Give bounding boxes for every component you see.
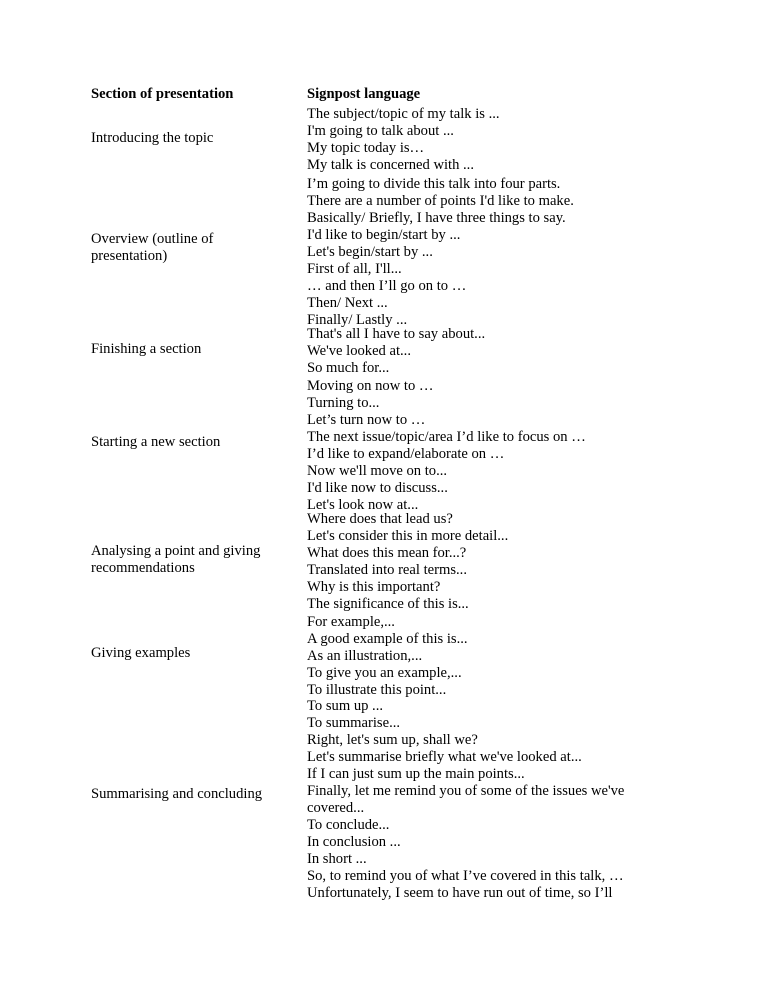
phrase-group-new-section — [307, 378, 747, 514]
phrase-line: As an illustration,... — [307, 648, 423, 664]
phrase-line: To illustrate this point... — [307, 682, 447, 698]
phrase-line: My talk is concerned with ... — [307, 157, 474, 173]
phrase-line: Basically/ Briefly, I have three things to say. — [307, 210, 566, 226]
phrase-group-finishing — [307, 326, 747, 377]
phrase-line: Let's summarise briefly what we've looked at... — [307, 749, 582, 765]
phrase-line: Right, let's sum up, shall we? — [307, 732, 478, 748]
phrase-line: To conclude... — [307, 817, 390, 833]
phrase-line: Unfortunately, I seem to have run out of time, so I’ll — [307, 885, 613, 901]
phrase-line: Moving on now to … — [307, 378, 434, 394]
phrase-line: Let's look now at... — [307, 497, 419, 513]
phrase-line: First of all, I'll... — [307, 261, 402, 277]
phrase-line: The significance of this is... — [307, 596, 469, 612]
phrase-line: … and then I’ll go on to … — [307, 278, 467, 294]
phrase-line: In conclusion ... — [307, 834, 401, 850]
phrase-group-summarising — [307, 698, 747, 902]
section-column-header: Section of presentation — [91, 86, 234, 102]
phrase-line: My topic today is… — [307, 140, 425, 156]
phrase-line: The subject/topic of my talk is ... — [307, 106, 500, 122]
section-label-new-section — [91, 434, 291, 451]
phrase-line: We've looked at... — [307, 343, 411, 359]
section-label-line: Analysing a point and giving — [91, 543, 261, 559]
phrase-line: A good example of this is... — [307, 631, 468, 647]
phrase-line: I'd like to begin/start by ... — [307, 227, 461, 243]
phrase-group-introducing — [307, 106, 747, 174]
phrase-line: I’d like to expand/elaborate on … — [307, 446, 505, 462]
section-label-line: Introducing the topic — [91, 130, 214, 146]
phrase-line: Turning to... — [307, 395, 380, 411]
phrase-group-analysing — [307, 511, 747, 613]
section-label-line: Finishing a section — [91, 341, 202, 357]
phrase-line: Finally/ Lastly ... — [307, 312, 408, 328]
phrase-line: So much for... — [307, 360, 390, 376]
phrase-line: To sum up ... — [307, 698, 384, 714]
phrase-line: Translated into real terms... — [307, 562, 467, 578]
phrase-line: I'm going to talk about ... — [307, 123, 454, 139]
phrase-line: In short ... — [307, 851, 367, 867]
phrase-line: The next issue/topic/area I’d like to focus on … — [307, 429, 586, 445]
phrase-line: Then/ Next ... — [307, 295, 388, 311]
phrase-line: To give you an example,... — [307, 665, 462, 681]
section-label-line: presentation) — [91, 248, 168, 264]
phrase-line: There are a number of points I'd like to make. — [307, 193, 574, 209]
phrase-line: I’m going to divide this talk into four parts. — [307, 176, 561, 192]
section-label-line: Summarising and concluding — [91, 786, 263, 802]
section-label-line: Giving examples — [91, 645, 191, 661]
section-label-line: Starting a new section — [91, 434, 221, 450]
phrase-line: So, to remind you of what I’ve covered in this talk, … — [307, 868, 624, 884]
section-label-overview — [91, 231, 291, 265]
phrase-line: To summarise... — [307, 715, 401, 731]
phrase-line: Let's begin/start by ... — [307, 244, 433, 260]
signpost-column-header: Signpost language — [307, 86, 421, 102]
section-label-analysing — [91, 543, 291, 577]
section-label-introducing — [91, 130, 291, 147]
phrase-line: Let's consider this in more detail... — [307, 528, 509, 544]
phrase-line: Now we'll move on to... — [307, 463, 448, 479]
phrase-line: Why is this important? — [307, 579, 441, 595]
phrase-group-overview — [307, 176, 747, 329]
phrase-line: Finally, let me remind you of some of the issues we've covered... — [307, 783, 625, 816]
phrase-group-examples — [307, 614, 747, 699]
phrase-line: Let’s turn now to … — [307, 412, 426, 428]
phrase-line: What does this mean for...? — [307, 545, 467, 561]
section-label-summarising — [91, 786, 291, 803]
phrase-line: If I can just sum up the main points... — [307, 766, 525, 782]
phrase-line: That's all I have to say about... — [307, 326, 486, 342]
phrase-line: Where does that lead us? — [307, 511, 453, 527]
phrase-line: I'd like now to discuss... — [307, 480, 448, 496]
section-label-finishing — [91, 341, 291, 358]
section-label-examples — [91, 645, 291, 662]
phrase-line: For example,... — [307, 614, 395, 630]
section-label-line: recommendations — [91, 560, 195, 576]
section-label-line: Overview (outline of — [91, 231, 214, 247]
